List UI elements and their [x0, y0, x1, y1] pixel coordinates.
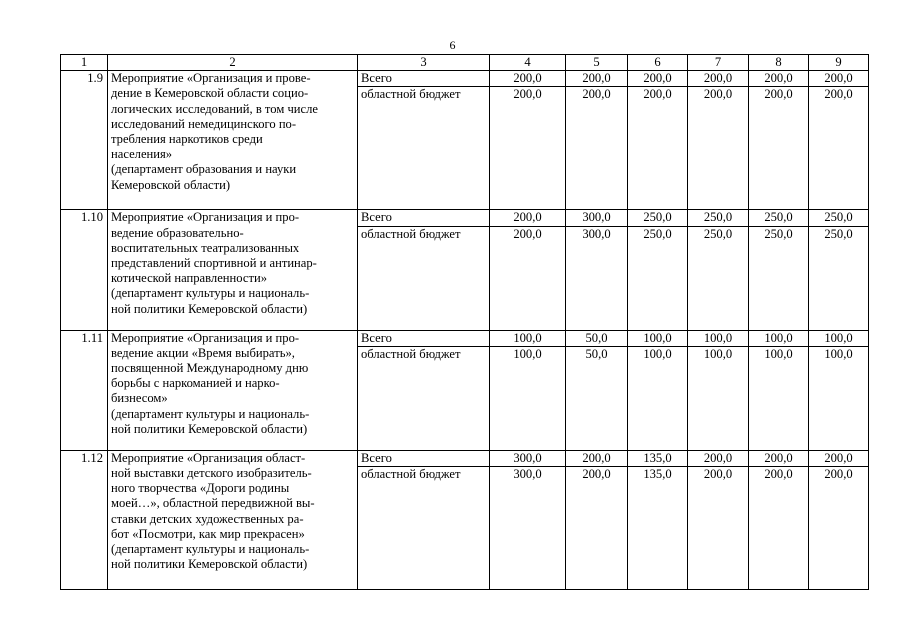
amount-cell: 300,0 [490, 450, 566, 466]
amount-cell: 200,0 [490, 226, 566, 330]
amount-cell: 250,0 [809, 226, 869, 330]
amount-cell: 100,0 [809, 330, 869, 346]
header-cell: 9 [809, 55, 869, 71]
funding-source: областной бюджет [358, 87, 490, 210]
activity-description: Мероприятие «Организация и про- ведение образовательно- воспитательных театрализованных представлений спортивной и антинар- котической направленности» (департамент культуры и националь- ной политики Кемеровской области) [108, 210, 358, 330]
amount-cell: 200,0 [809, 71, 869, 87]
amount-cell: 300,0 [490, 467, 566, 590]
amount-cell: 250,0 [628, 226, 688, 330]
amount-cell: 200,0 [749, 467, 809, 590]
table-row [61, 71, 869, 87]
row-number: 1.10 [61, 210, 108, 330]
amount-cell: 135,0 [628, 467, 688, 590]
amount-cell: 100,0 [749, 346, 809, 450]
amount-cell: 100,0 [628, 346, 688, 450]
amount-cell: 200,0 [688, 71, 749, 87]
header-cell: 3 [358, 55, 490, 71]
header-cell: 7 [688, 55, 749, 71]
amount-cell: 250,0 [809, 210, 869, 226]
amount-cell: 250,0 [749, 226, 809, 330]
page-number: 6 [449, 38, 456, 52]
amount-cell: 250,0 [628, 210, 688, 226]
amount-cell: 200,0 [628, 87, 688, 210]
amount-cell: 200,0 [566, 450, 628, 466]
activity-description: Мероприятие «Организация и прове- дение в Кемеровской области социо- логических исследований, в том числе исследований немедицинского по- требления наркотиков среди населения» (департамент образования и науки Кемеровской области) [108, 71, 358, 210]
header-cell: 6 [628, 55, 688, 71]
amount-cell: 300,0 [566, 226, 628, 330]
funding-source: областной бюджет [358, 346, 490, 450]
table-row [61, 450, 869, 466]
activity-description: Мероприятие «Организация и про- ведение акции «Время выбирать», посвященной Международному дню борьбы с наркоманией и нарко- бизнесом» (департамент культуры и националь- ной политики Кемеровской области) [108, 330, 358, 450]
amount-cell: 200,0 [688, 87, 749, 210]
amount-cell: 50,0 [566, 330, 628, 346]
amount-cell: 50,0 [566, 346, 628, 450]
amount-cell: 100,0 [490, 346, 566, 450]
header-cell: 1 [61, 55, 108, 71]
amount-cell: 100,0 [490, 330, 566, 346]
funding-source: Всего [358, 210, 490, 226]
amount-cell: 250,0 [749, 210, 809, 226]
amount-cell: 135,0 [628, 450, 688, 466]
header-cell: 4 [490, 55, 566, 71]
funding-source: областной бюджет [358, 467, 490, 590]
amount-cell: 250,0 [688, 226, 749, 330]
amount-cell: 200,0 [566, 87, 628, 210]
amount-cell: 200,0 [566, 71, 628, 87]
row-number: 1.12 [61, 450, 108, 589]
funding-source: Всего [358, 450, 490, 466]
amount-cell: 100,0 [628, 330, 688, 346]
funding-source: Всего [358, 71, 490, 87]
amount-cell: 200,0 [688, 450, 749, 466]
amount-cell: 200,0 [809, 450, 869, 466]
amount-cell: 200,0 [688, 467, 749, 590]
amount-cell: 100,0 [809, 346, 869, 450]
amount-cell: 200,0 [749, 87, 809, 210]
amount-cell: 100,0 [749, 330, 809, 346]
header-cell: 2 [108, 55, 358, 71]
amount-cell: 200,0 [628, 71, 688, 87]
amount-cell: 200,0 [749, 450, 809, 466]
amount-cell: 100,0 [688, 330, 749, 346]
header-cell: 8 [749, 55, 809, 71]
row-number: 1.9 [61, 71, 108, 210]
header-cell: 5 [566, 55, 628, 71]
table-row [61, 330, 869, 346]
row-number: 1.11 [61, 330, 108, 450]
amount-cell: 200,0 [490, 87, 566, 210]
amount-cell: 200,0 [566, 467, 628, 590]
amount-cell: 200,0 [749, 71, 809, 87]
funding-source: Всего [358, 330, 490, 346]
header-row [61, 55, 869, 71]
funding-source: областной бюджет [358, 226, 490, 330]
amount-cell: 200,0 [490, 210, 566, 226]
amount-cell: 200,0 [490, 71, 566, 87]
table-row [61, 210, 869, 226]
program-table [60, 54, 869, 590]
amount-cell: 100,0 [688, 346, 749, 450]
amount-cell: 250,0 [688, 210, 749, 226]
activity-description: Мероприятие «Организация област- ной выставки детского изобразитель- ного творчества «Дороги родины моей…», областной передвижной вы- ставки детских художественных ра- бот «Посмотри, как мир прекрасен» (департамент культуры и националь- ной политики Кемеровской области) [108, 450, 358, 589]
amount-cell: 300,0 [566, 210, 628, 226]
amount-cell: 200,0 [809, 467, 869, 590]
amount-cell: 200,0 [809, 87, 869, 210]
